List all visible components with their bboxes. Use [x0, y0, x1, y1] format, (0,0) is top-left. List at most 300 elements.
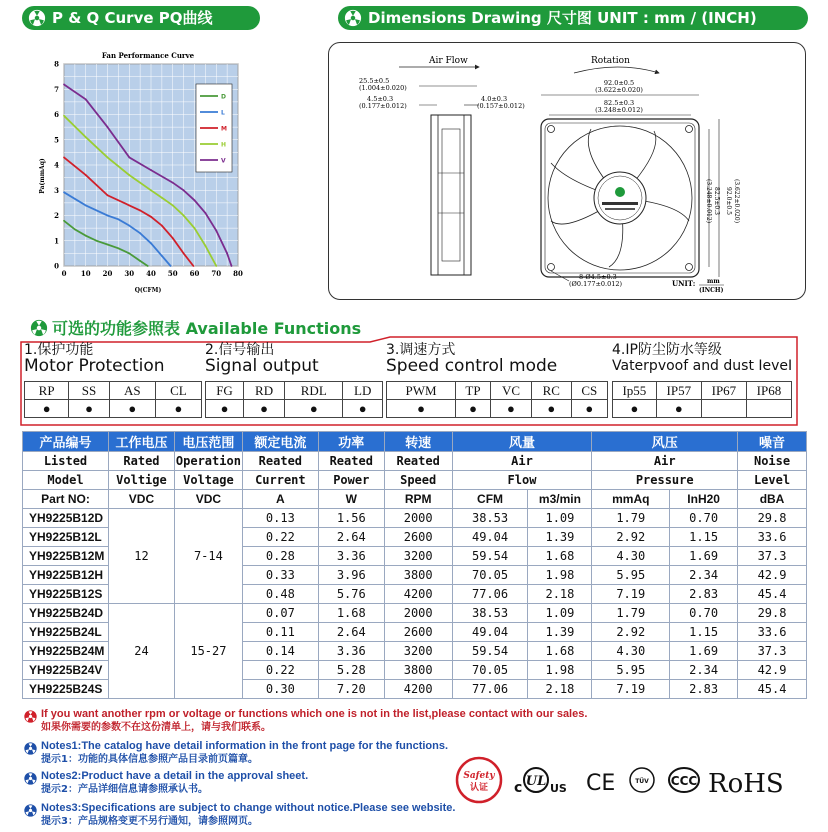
spec-value: 2.34 [670, 566, 738, 585]
header-cell: Voltige [108, 471, 174, 490]
spec-value: 0.33 [242, 566, 318, 585]
header-cell: Reated [318, 452, 384, 471]
group-en: Signal output [205, 356, 319, 376]
function-code: RC [532, 382, 572, 400]
safety-zh-text: 认证 [469, 783, 489, 793]
data-point-L [107, 215, 109, 217]
rated-voltage: 12 [108, 509, 174, 604]
dim-height-hole: 82.5±0.3 [713, 187, 720, 215]
data-point-H [194, 227, 196, 229]
function-code: IP68 [746, 382, 791, 400]
rohs-logo: RoHS [708, 769, 784, 799]
units-row [23, 490, 807, 509]
spec-value: 0.07 [242, 604, 318, 623]
data-point-M [85, 174, 87, 176]
note-contact [24, 708, 587, 734]
unit-inch: (INCH) [699, 287, 724, 294]
group-zh: 1.保护功能 [24, 342, 94, 358]
data-point-H [85, 136, 87, 138]
note-2-en: Notes2:Product have a detail in the approval sheet. [41, 770, 309, 782]
x-tick-label: 40 [146, 269, 156, 278]
spec-value: 1.15 [670, 528, 738, 547]
data-point-V [150, 169, 152, 171]
spec-value: 2.92 [592, 623, 670, 642]
spec-value: 5.28 [318, 661, 384, 680]
data-point-H [172, 205, 174, 207]
note-2 [24, 770, 308, 796]
header-cell: Pressure [592, 471, 738, 490]
functions-ip-table [612, 381, 792, 418]
x-tick-label: 60 [189, 269, 200, 278]
dim-flange-right: 4.0±0.3 [481, 95, 508, 103]
spec-value: 37.3 [738, 642, 807, 661]
data-point-D [107, 244, 109, 246]
spec-value: 3800 [384, 661, 452, 680]
function-group-protection [24, 342, 165, 374]
data-point-H [215, 265, 217, 267]
legend-label: V [221, 157, 226, 165]
data-point-M [172, 237, 174, 239]
spec-value: 1.39 [528, 623, 592, 642]
spec-value: 1.68 [528, 642, 592, 661]
data-point-L [170, 265, 172, 267]
y-tick-label: 7 [54, 84, 59, 94]
rated-voltage: 24 [108, 604, 174, 699]
part-number: YH9225B24L [23, 623, 109, 642]
chart-xlabel: Q(CFM) [134, 287, 162, 294]
data-point-V [63, 84, 65, 86]
spec-value: 2.83 [670, 585, 738, 604]
header-cell: Speed [384, 471, 452, 490]
note-1 [24, 740, 448, 766]
function-code: TP [456, 382, 491, 400]
note-1-en: Notes1:The catalog have detail information in the front page for the functions. [41, 740, 449, 752]
pq-chart [28, 36, 270, 298]
part-number: YH9225B24S [23, 680, 109, 699]
unit-cell: RPM [384, 490, 452, 509]
spec-table [22, 431, 807, 699]
dim-height-inch: (3.622±0.020) [733, 178, 740, 224]
spec-value: 77.06 [452, 680, 528, 699]
header-cell: Noise [738, 452, 807, 471]
spec-value: 59.54 [452, 547, 528, 566]
spec-value: 0.30 [242, 680, 318, 699]
dim-height-hole-inch: (3.248±0.012) [705, 178, 712, 224]
spec-value: 1.79 [592, 509, 670, 528]
function-group-ip [612, 342, 792, 374]
unit-cell: CFM [452, 490, 528, 509]
legend-label: M [221, 125, 227, 133]
header-cell: 噪音 [738, 432, 807, 452]
header-cell: 风量 [452, 432, 592, 452]
spec-value: 1.68 [318, 604, 384, 623]
dim-hole-spacing: 82.5±0.3 [603, 99, 635, 107]
y-tick-label: 6 [54, 110, 59, 119]
function-availability: ● [343, 400, 383, 418]
data-point-V [172, 182, 174, 184]
part-number: YH9225B12M [23, 547, 109, 566]
function-availability: ● [244, 400, 285, 418]
unit-cell: dBA [738, 490, 807, 509]
spec-value: 1.09 [528, 509, 592, 528]
x-tick-label: 0 [61, 269, 67, 278]
header-cell: Rated [108, 452, 174, 471]
data-point-D [85, 235, 87, 237]
fan-icon [344, 9, 362, 27]
header-cell: 电压范围 [174, 432, 242, 452]
note-3 [24, 802, 455, 828]
spec-value: 0.14 [242, 642, 318, 661]
spec-value: 7.19 [592, 680, 670, 699]
data-point-M [193, 265, 195, 267]
function-code: CL [155, 382, 201, 400]
data-point-L [128, 225, 130, 227]
note-contact-en: If you want another rpm or voltage or functions which one is not in the list,please contact with our sales. [41, 708, 588, 720]
spec-value: 1.79 [592, 604, 670, 623]
header-cell: 工作电压 [108, 432, 174, 452]
function-availability: ● [285, 400, 343, 418]
function-code: Ip55 [613, 382, 657, 400]
spec-value: 33.6 [738, 528, 807, 547]
spec-value: 38.53 [452, 604, 528, 623]
dimensions-drawing [328, 42, 806, 300]
group-zh: 2.信号输出 [205, 342, 275, 358]
header-cell: 功率 [318, 432, 384, 452]
spec-value: 4200 [384, 585, 452, 604]
y-tick-label: 8 [54, 59, 59, 69]
spec-value: 5.95 [592, 661, 670, 680]
data-point-V [231, 265, 233, 267]
x-tick-label: 20 [102, 269, 113, 278]
data-point-D [117, 247, 119, 249]
part-number: YH9225B12L [23, 528, 109, 547]
data-point-M [107, 194, 109, 196]
dim-holes: 8-Ø4.5±0.3 [579, 273, 617, 281]
function-availability: ● [155, 400, 201, 418]
spec-value: 1.98 [528, 661, 592, 680]
header-cell: Model [23, 471, 109, 490]
tuv-logo [630, 768, 654, 792]
function-availability: ● [656, 400, 701, 418]
data-point-D [74, 228, 76, 230]
legend-label: D [221, 93, 226, 101]
spec-value: 3200 [384, 547, 452, 566]
ul-us: US [550, 782, 567, 795]
dim-height: 92.0±0.5 [725, 187, 732, 215]
header-cell: Listed [23, 452, 109, 471]
x-tick-label: 70 [211, 269, 222, 278]
spec-value: 0.22 [242, 661, 318, 680]
function-availability: ● [490, 400, 531, 418]
spec-value: 5.95 [592, 566, 670, 585]
data-point-V [204, 212, 206, 214]
spec-value: 2000 [384, 509, 452, 528]
y-tick-label: 1 [54, 236, 59, 246]
spec-value: 4.30 [592, 547, 670, 566]
function-availability: ● [456, 400, 491, 418]
dim-width-inch: (3.622±0.020) [595, 86, 643, 94]
spec-value: 49.04 [452, 528, 528, 547]
data-point-L [150, 242, 152, 244]
data-point-M [150, 216, 152, 218]
spec-value: 2.64 [318, 528, 384, 547]
data-point-H [204, 245, 206, 247]
group-zh: 3.调速方式 [386, 342, 456, 358]
dimensions-header [338, 6, 808, 30]
data-point-D [128, 252, 130, 254]
spec-value: 0.22 [242, 528, 318, 547]
spec-value: 2.64 [318, 623, 384, 642]
fan-icon [24, 742, 37, 755]
x-tick-label: 10 [80, 269, 91, 278]
part-number: YH9225B24V [23, 661, 109, 680]
spec-value: 7.20 [318, 680, 384, 699]
data-point-H [128, 174, 130, 176]
header-cell: Reated [384, 452, 452, 471]
spec-value: 1.39 [528, 528, 592, 547]
spec-value: 0.48 [242, 585, 318, 604]
y-tick-label: 4 [54, 160, 59, 170]
spec-value: 42.9 [738, 661, 807, 680]
spec-value: 59.54 [452, 642, 528, 661]
unit-cell: VDC [174, 490, 242, 509]
spec-value: 2.18 [528, 680, 592, 699]
data-point-H [150, 189, 152, 191]
function-code: IP57 [656, 382, 701, 400]
header-cell: Air [452, 452, 592, 471]
dimensions-title: Dimensions Drawing 尺寸图 UNIT : mm / (INCH) [368, 9, 757, 27]
data-point-V [128, 157, 130, 159]
unit-cell: m3/min [528, 490, 592, 509]
spec-value: 1.15 [670, 623, 738, 642]
function-code: RP [25, 382, 69, 400]
ul-logo [514, 768, 567, 796]
function-availability: ● [109, 400, 155, 418]
note-2-zh: 提示2：产品详细信息请参照承认书。 [41, 784, 208, 795]
spec-value: 45.4 [738, 680, 807, 699]
header-cell: Reated [242, 452, 318, 471]
spec-value: 29.8 [738, 604, 807, 623]
spec-value: 0.70 [670, 509, 738, 528]
header-row [23, 452, 807, 471]
unit-cell: VDC [108, 490, 174, 509]
x-tick-label: 50 [167, 269, 178, 278]
function-availability: ● [532, 400, 572, 418]
safety-logo [457, 758, 501, 802]
function-availability [746, 400, 791, 418]
data-point-M [63, 157, 65, 159]
spec-value: 2.18 [528, 585, 592, 604]
y-tick-label: 5 [54, 135, 59, 145]
spec-value: 2600 [384, 623, 452, 642]
function-code: IP67 [701, 382, 746, 400]
functions-signal-table [205, 381, 383, 418]
spec-value: 4200 [384, 680, 452, 699]
data-point-L [139, 232, 141, 234]
voltage-range: 15-27 [174, 604, 242, 699]
group-zh: 4.IP防尘防水等级 [612, 342, 722, 358]
unit-cell: mmAq [592, 490, 670, 509]
data-point-D [63, 220, 65, 222]
spec-value: 29.8 [738, 509, 807, 528]
certification-logos [452, 752, 802, 808]
pq-curve-title: P & Q Curve PQ曲线 [52, 9, 213, 27]
function-availability: ● [387, 400, 456, 418]
chart-title: Fan Performance Curve [101, 51, 195, 60]
spec-value: 37.3 [738, 547, 807, 566]
spec-value: 1.56 [318, 509, 384, 528]
data-point-V [85, 98, 87, 100]
spec-value: 0.70 [670, 604, 738, 623]
spec-value: 77.06 [452, 585, 528, 604]
spec-value: 3.36 [318, 642, 384, 661]
data-point-V [215, 230, 217, 232]
dim-thickness: 25.5±0.5 [359, 77, 390, 85]
header-row [23, 432, 807, 452]
spec-value: 3.36 [318, 547, 384, 566]
function-group-signal [205, 342, 319, 374]
function-availability: ● [571, 400, 607, 418]
chart-ylabel: Pa(mmAq) [39, 158, 46, 194]
pq-curve-header [22, 6, 260, 30]
rotation-label: Rotation [591, 56, 630, 66]
svg-text:UL: UL [525, 774, 547, 789]
fan-icon [28, 9, 46, 27]
y-tick-label: 0 [54, 261, 59, 271]
group-en: Vaterpvoof and dust IeveI [612, 358, 793, 374]
y-tick-label: 3 [54, 185, 59, 195]
data-point-M [128, 205, 130, 207]
function-code: RDL [285, 382, 343, 400]
data-point-V [194, 199, 196, 201]
spec-value: 45.4 [738, 585, 807, 604]
tuv-text: TÜV [635, 778, 649, 785]
spec-value: 1.68 [528, 547, 592, 566]
fan-icon [24, 772, 37, 785]
part-number: YH9225B12H [23, 566, 109, 585]
ul-c: c [514, 780, 523, 796]
functions-protection-table [24, 381, 202, 418]
function-availability: ● [613, 400, 657, 418]
data-point-V [107, 126, 109, 128]
spec-value: 2600 [384, 528, 452, 547]
spec-value: 2.83 [670, 680, 738, 699]
data-point-M [161, 225, 163, 227]
spec-value: 1.69 [670, 642, 738, 661]
function-code: RD [244, 382, 285, 400]
unit-cell: W [318, 490, 384, 509]
data-point-L [63, 191, 65, 193]
function-code: VC [490, 382, 531, 400]
spec-value: 0.13 [242, 509, 318, 528]
svg-text:CCC: CCC [670, 774, 698, 788]
spec-value: 70.05 [452, 566, 528, 585]
function-code: CS [571, 382, 607, 400]
function-code: LD [343, 382, 383, 400]
x-tick-label: 80 [233, 269, 243, 278]
dim-thickness-inch: (1.004±0.020) [359, 84, 407, 92]
note-1-zh: 提示1：功能的具体信息参照产品目录前页篇章。 [41, 754, 258, 765]
data-point-M [183, 252, 185, 254]
legend-label: H [221, 141, 227, 149]
spec-value: 0.11 [242, 623, 318, 642]
spec-value: 5.76 [318, 585, 384, 604]
dim-width: 92.0±0.5 [603, 79, 635, 87]
part-number: YH9225B12D [23, 509, 109, 528]
table-row [23, 604, 807, 623]
function-code: AS [109, 382, 155, 400]
header-cell: 产品编号 [23, 432, 109, 452]
unit-cell: A [242, 490, 318, 509]
spec-value: 3200 [384, 642, 452, 661]
spec-value: 7.19 [592, 585, 670, 604]
ccc-logo [669, 768, 699, 792]
data-point-H [161, 197, 163, 199]
function-availability: ● [69, 400, 109, 418]
legend-label: L [221, 109, 225, 117]
unit-label: UNIT: [672, 279, 696, 288]
spec-value: 1.98 [528, 566, 592, 585]
dim-hole-spacing-inch: (3.248±0.012) [595, 106, 643, 114]
function-availability: ● [206, 400, 244, 418]
spec-value: 2000 [384, 604, 452, 623]
safety-text: Safety [463, 771, 495, 781]
header-cell: Operation [174, 452, 242, 471]
dim-flange-left-inch: (0.177±0.012) [359, 102, 407, 110]
header-cell: Current [242, 471, 318, 490]
part-number: YH9225B12S [23, 585, 109, 604]
function-availability [701, 400, 746, 418]
header-cell: Voltage [174, 471, 242, 490]
note-3-zh: 提示3：产品规格变更不另行通知，请参照网页。 [41, 816, 258, 827]
spec-value: 4.30 [592, 642, 670, 661]
header-cell: Level [738, 471, 807, 490]
function-code: PWM [387, 382, 456, 400]
functions-title-text: 可选的功能参照表 Available Functions [52, 319, 362, 338]
function-code: SS [69, 382, 109, 400]
data-point-H [107, 157, 109, 159]
header-row [23, 471, 807, 490]
spec-value: 1.09 [528, 604, 592, 623]
note-contact-zh: 如果你需要的参数不在这份清单上，请与我们联系。 [41, 722, 271, 733]
spec-value: 1.69 [670, 547, 738, 566]
data-point-H [183, 215, 185, 217]
fan-icon [30, 319, 48, 337]
data-point-V [183, 189, 185, 191]
functions-speed-table [386, 381, 608, 418]
header-cell: 转速 [384, 432, 452, 452]
fan-icon [24, 710, 37, 723]
data-point-H [63, 115, 65, 117]
ce-logo: CE [586, 771, 616, 796]
data-point-V [226, 252, 228, 254]
spec-value: 33.6 [738, 623, 807, 642]
x-tick-label: 30 [124, 269, 135, 278]
group-en: Motor Protection [24, 356, 165, 376]
header-cell: 风压 [592, 432, 738, 452]
spec-value: 42.9 [738, 566, 807, 585]
function-availability: ● [25, 400, 69, 418]
spec-value: 2.92 [592, 528, 670, 547]
spec-value: 38.53 [452, 509, 528, 528]
spec-value: 49.04 [452, 623, 528, 642]
y-tick-label: 2 [54, 211, 59, 220]
header-cell: 额定电流 [242, 432, 318, 452]
unit-mm: mm [707, 278, 720, 285]
header-cell: Flow [452, 471, 592, 490]
data-point-M [139, 210, 141, 212]
function-group-speed [386, 342, 557, 374]
